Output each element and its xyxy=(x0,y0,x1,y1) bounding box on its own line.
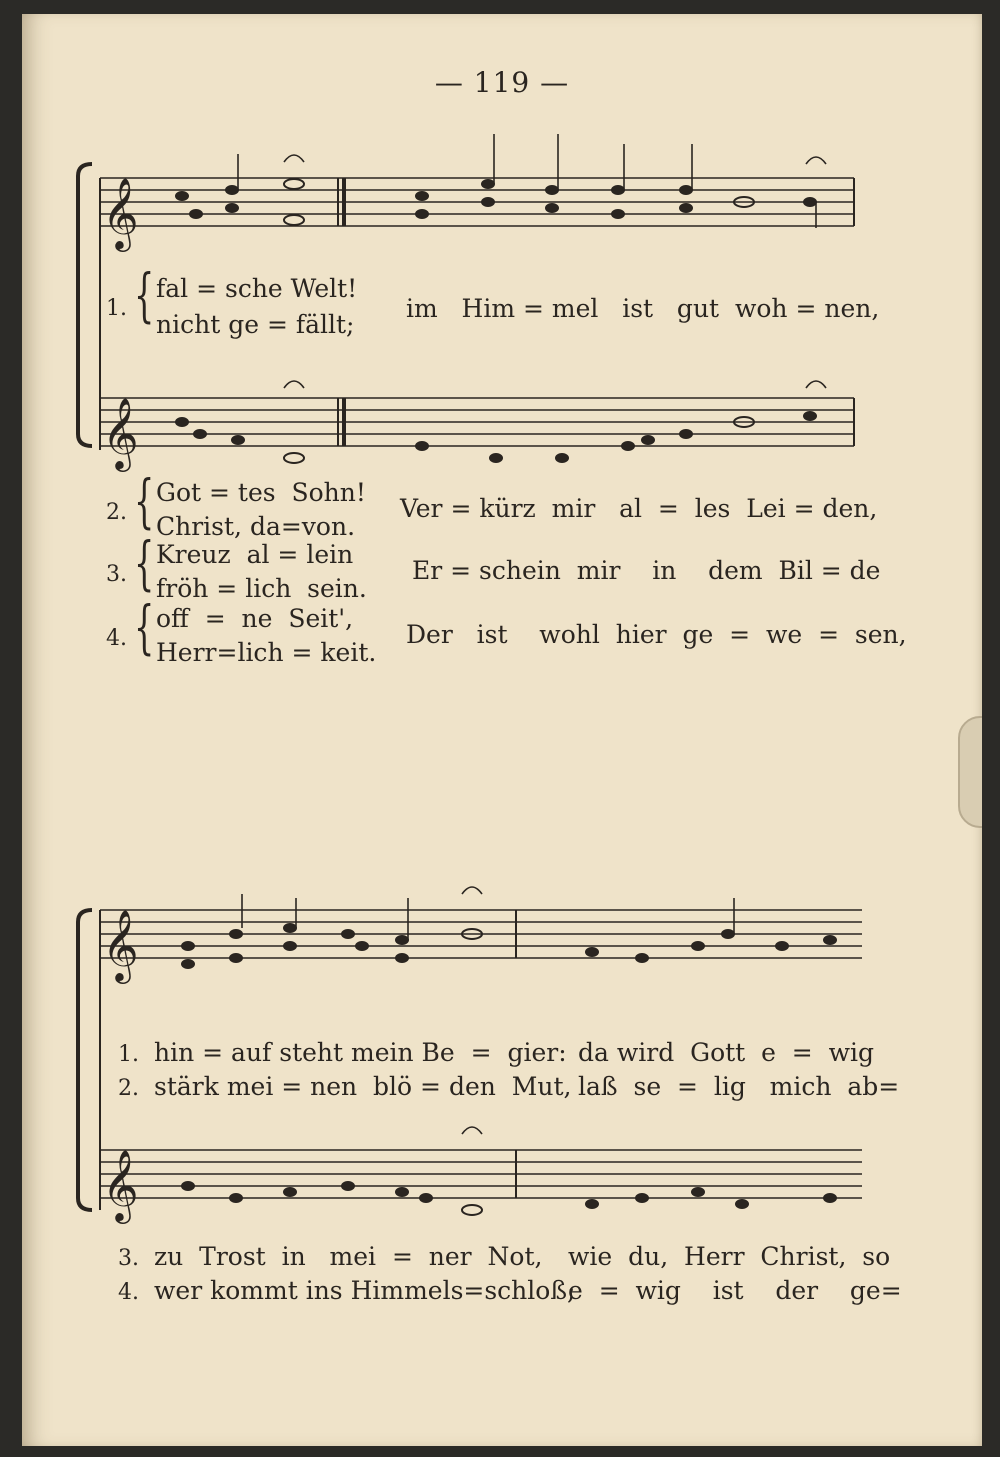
brace-verse-3: { xyxy=(134,529,155,597)
music-notation xyxy=(22,14,982,1446)
line-4-text-b: e = wig ist der ge= xyxy=(568,1276,902,1305)
line-3-number: 3. xyxy=(118,1246,139,1271)
line-2-number: 2. xyxy=(118,1076,139,1101)
verse-1-number: 1. xyxy=(106,296,127,321)
verse-1-line-b: nicht ge = fällt; xyxy=(156,310,355,339)
verse-4-line-a: off = ne Seit', xyxy=(156,604,354,633)
verse-2-line-b: Christ, da=von. xyxy=(156,512,356,541)
page-number: — 119 — xyxy=(434,66,570,99)
verse-4-number: 4. xyxy=(106,626,127,651)
verse-2-number: 2. xyxy=(106,500,127,525)
staff-lines xyxy=(100,178,854,226)
line-1-text-b: da wird Gott e = wig xyxy=(578,1038,875,1067)
line-3-text-a: zu Trost in mei = ner Not, xyxy=(154,1242,543,1271)
brace-verse-4: { xyxy=(134,593,155,661)
line-2-text-b: laß se = lig mich ab= xyxy=(578,1072,900,1101)
line-4-text-a: wer kommt ins Himmels=schloß; xyxy=(154,1276,576,1305)
verse-3-number: 3. xyxy=(106,562,127,587)
line-1-text-a: hin = auf steht mein Be = gier: xyxy=(154,1038,567,1067)
verse-4-line-b: Herr=lich = keit. xyxy=(156,638,377,667)
verse-4-rest: Der ist wohl hier ge = we = sen, xyxy=(406,620,907,649)
hymnal-page xyxy=(22,14,982,1446)
line-1-number: 1. xyxy=(118,1042,139,1067)
svg-text:𝄞: 𝄞 xyxy=(102,396,139,469)
line-2-text-a: stärk mei = nen blö = den Mut, xyxy=(154,1072,572,1101)
brace-verse-1: { xyxy=(134,261,155,329)
verse-3-line-b: fröh = lich sein. xyxy=(156,574,367,603)
line-3-text-b: wie du, Herr Christ, so xyxy=(568,1242,891,1271)
verse-3-rest: Er = schein mir in dem Bil = de xyxy=(412,556,881,585)
line-4-number: 4. xyxy=(118,1280,139,1305)
svg-text:𝄞: 𝄞 xyxy=(102,176,139,249)
verse-2-line-a: Got = tes Sohn! xyxy=(156,478,366,507)
verse-1-line-a: fal = sche Welt! xyxy=(156,274,358,303)
svg-text:𝄞: 𝄞 xyxy=(102,1148,139,1221)
verse-3-line-a: Kreuz al = lein xyxy=(156,540,354,569)
page-tab-marker xyxy=(958,716,982,828)
verse-2-rest: Ver = kürz mir al = les Lei = den, xyxy=(400,494,878,523)
verse-1-rest: im Him = mel ist gut woh = nen, xyxy=(406,294,880,323)
svg-text:𝄞: 𝄞 xyxy=(102,908,139,981)
brace-verse-2: { xyxy=(134,467,155,535)
